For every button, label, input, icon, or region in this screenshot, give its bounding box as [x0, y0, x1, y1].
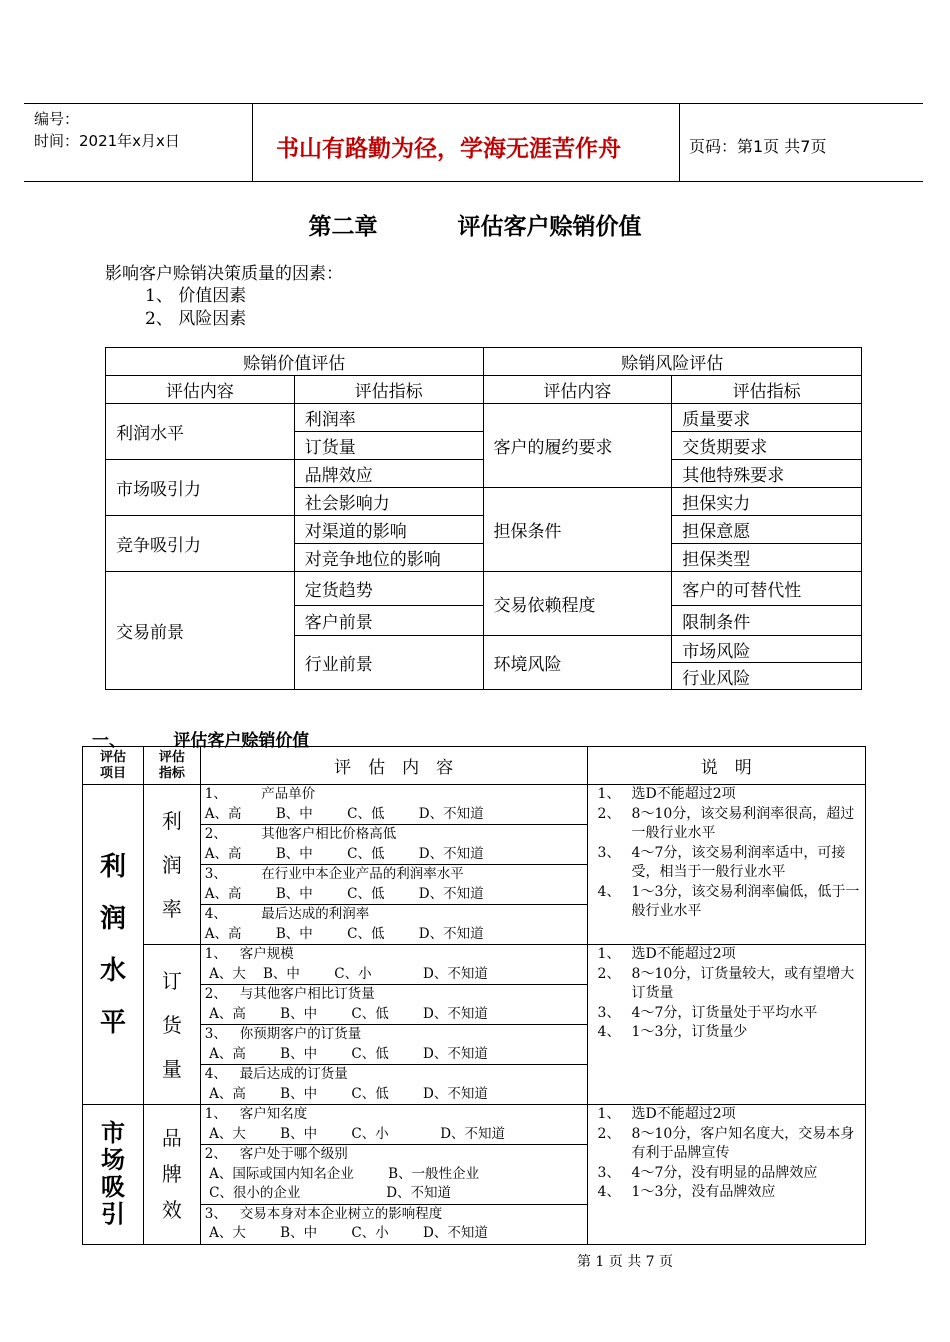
list-item — [201, 785, 587, 825]
col-header-notes: 说 明 — [587, 747, 865, 785]
section-heading: 一、 评估客户赊销价值 — [92, 731, 310, 751]
note-text: 4～7分，该交易利润率适中，可接受，相当于一般行业水平 — [631, 844, 846, 880]
list-item — [592, 1023, 861, 1043]
answer-options: A、高 B、中 C、低 D、不知道 — [204, 1085, 488, 1102]
chapter-title: 第二章 评估客户赊销价值 — [308, 213, 642, 240]
list-item — [592, 883, 861, 922]
header-top-rule — [24, 103, 923, 104]
table-cell: 竞争吸引力 — [106, 516, 295, 572]
note-text: 选D不能超过2项 — [631, 1106, 736, 1122]
answer-options: A、大 B、中 C、小 D、不知道 — [204, 965, 488, 982]
table-cell: 质量要求 — [672, 404, 862, 432]
group-header-risk: 赊销风险评估 — [483, 348, 862, 376]
header-divider-right — [679, 103, 680, 181]
item-market-attraction: 市 场 吸 引 — [83, 1105, 144, 1245]
list-item — [201, 1205, 587, 1244]
note-number: 1、 — [597, 786, 621, 802]
note-number: 2、 — [597, 805, 621, 822]
table-cell: 担保意愿 — [672, 516, 862, 544]
list-item — [592, 1164, 861, 1184]
table-cell: 担保类型 — [672, 544, 862, 572]
question-list — [201, 1105, 587, 1244]
table-cell: 交易依赖程度 — [483, 572, 672, 636]
note-number: 1、 — [597, 1106, 621, 1122]
answer-options: A、高 B、中 C、低 D、不知道 — [204, 1045, 488, 1062]
note-number: 2、 — [597, 965, 621, 982]
list-item — [201, 1145, 587, 1205]
note-text: 4～7分，没有明显的品牌效应 — [631, 1164, 818, 1181]
list-item — [592, 1105, 861, 1125]
list-item — [201, 945, 587, 985]
answer-options: A、高 B、中 C、低 D、不知道 — [204, 885, 484, 902]
table-cell: 品牌效应 — [294, 460, 483, 488]
note-number: 3、 — [597, 1004, 621, 1021]
question-text: 1、 客户知名度 — [204, 1106, 308, 1122]
indicator-brand-effect: 品 牌 效 — [143, 1105, 200, 1245]
list-item — [592, 965, 861, 1004]
notes-list — [588, 945, 865, 1043]
list-item — [592, 1004, 861, 1024]
list-item — [592, 785, 861, 805]
header-slogan: 书山有路勤为径，学海无涯苦作舟 — [276, 136, 621, 162]
col-header-content: 评 估 内 容 — [200, 747, 587, 785]
list-item — [201, 1025, 587, 1065]
list-item — [592, 844, 861, 883]
list-item — [201, 825, 587, 865]
note-text: 1～3分，该交易利润率偏低，低于一般行业水平 — [631, 883, 860, 919]
table-cell: 客户前景 — [294, 606, 483, 636]
question-text: 2、 客户处于哪个级别 — [204, 1146, 348, 1162]
table-cell: 对竞争地位的影响 — [294, 544, 483, 572]
col-header-item: 评估 项目 — [83, 747, 144, 785]
table-cell: 市场吸引力 — [106, 460, 295, 516]
question-text: 2、 与其他客户相比订货量 — [204, 986, 375, 1002]
list-item — [201, 1105, 587, 1145]
question-text: 1、 客户规模 — [204, 946, 294, 962]
note-number: 3、 — [597, 1164, 621, 1181]
table-cell: 担保实力 — [672, 488, 862, 516]
list-item — [201, 905, 587, 944]
notes-list — [588, 785, 865, 922]
header-divider-left — [252, 103, 253, 181]
note-number: 2、 — [597, 1125, 621, 1142]
note-text: 8～10分，该交易利润率很高，超过一般行业水平 — [631, 805, 855, 841]
answer-options: A、国际或国内知名企业 B、一般性企业 C、很小的企业 D、不知道 — [209, 1165, 480, 1201]
table-cell: 定货趋势 — [294, 572, 483, 606]
list-item — [592, 945, 861, 965]
answer-options: A、大 B、中 C、小 D、不知道 — [204, 1225, 488, 1241]
table-cell: 环境风险 — [483, 636, 672, 690]
answer-options: A、高 B、中 C、低 D、不知道 — [204, 805, 484, 822]
note-text: 4～7分，订货量处于平均水平 — [631, 1004, 818, 1021]
list-item — [592, 1125, 861, 1164]
list-item — [201, 985, 587, 1025]
list-item — [201, 1065, 587, 1104]
notes-list — [588, 1105, 865, 1203]
question-text: 3、 交易本身对本企业树立的影响程度 — [204, 1205, 443, 1222]
table-cell: 交货期要求 — [672, 432, 862, 460]
credit-evaluation-overview-table — [105, 347, 862, 690]
table-cell: 利润率 — [294, 404, 483, 432]
note-number: 4、 — [597, 1184, 621, 1200]
question-list — [201, 785, 587, 944]
note-text: 1～3分，订货量少 — [631, 1024, 748, 1040]
col-header-indicator: 评估 指标 — [143, 747, 200, 785]
note-text: 1～3分，没有品牌效应 — [631, 1184, 776, 1200]
header-page-info: 页码：第1页 共7页 — [689, 137, 827, 156]
table-cell: 客户的可替代性 — [672, 572, 862, 606]
header-bottom-rule — [24, 181, 923, 182]
question-text: 3、 你预期客户的订货量 — [204, 1026, 362, 1042]
table-cell: 对渠道的影响 — [294, 516, 483, 544]
note-text: 8～10分，客户知名度大，交易本身有利于品牌宣传 — [631, 1125, 855, 1161]
table-cell: 市场风险 — [672, 636, 862, 663]
note-number: 4、 — [597, 883, 621, 900]
table-cell: 交易前景 — [106, 572, 295, 690]
question-text: 4、 最后达成的订货量 — [204, 1066, 348, 1082]
page-footer: 第 1 页 共 7 页 — [576, 1254, 674, 1270]
answer-options: A、高 B、中 C、低 D、不知道 — [204, 925, 484, 942]
question-text: 1、 产品单价 — [204, 786, 316, 802]
note-text: 选D不能超过2项 — [631, 786, 736, 802]
table-cell: 担保条件 — [483, 488, 672, 572]
intro-lead: 影响客户赊销决策质量的因素： — [105, 264, 343, 284]
answer-options: A、高 B、中 C、低 D、不知道 — [204, 845, 484, 862]
note-text: 选D不能超过2项 — [631, 946, 736, 962]
question-list — [201, 945, 587, 1104]
table-cell: 客户的履约要求 — [483, 404, 672, 488]
indicator-profit-rate: 利 润 率 — [143, 785, 200, 945]
table-cell: 行业前景 — [294, 636, 483, 690]
col-header: 评估指标 — [672, 376, 862, 404]
col-header: 评估内容 — [106, 376, 295, 404]
list-item — [592, 805, 861, 844]
table-cell: 订货量 — [294, 432, 483, 460]
document-date: 时间：2021年x月x日 — [34, 132, 180, 150]
table-cell: 利润水平 — [106, 404, 295, 460]
note-number: 4、 — [597, 1024, 621, 1040]
list-item — [201, 865, 587, 905]
intro-item-1: 1、 价值因素 — [145, 286, 247, 306]
document-number-label: 编号： — [34, 110, 80, 128]
note-number: 3、 — [597, 844, 621, 861]
question-text: 3、 在行业中本企业产品的利润率水平 — [204, 866, 464, 882]
col-header: 评估内容 — [483, 376, 672, 404]
note-text: 8～10分，订货量较大，或有望增大订货量 — [631, 965, 855, 1001]
table-cell: 社会影响力 — [294, 488, 483, 516]
table-cell: 行业风险 — [672, 663, 862, 690]
answer-options: A、高 B、中 C、低 D、不知道 — [204, 1005, 488, 1022]
question-text: 4、 最后达成的利润率 — [204, 906, 370, 922]
table-cell: 其他特殊要求 — [672, 460, 862, 488]
intro-item-2: 2、 风险因素 — [145, 309, 247, 329]
question-text: 2、 其他客户相比价格高低 — [204, 826, 397, 842]
answer-options: A、大 B、中 C、小 D、不知道 — [204, 1125, 506, 1142]
table-cell: 限制条件 — [672, 606, 862, 636]
note-number: 1、 — [597, 946, 621, 962]
item-profit-level: 利 润 水 平 — [83, 785, 144, 1105]
list-item — [592, 1183, 861, 1203]
col-header: 评估指标 — [294, 376, 483, 404]
indicator-order-volume: 订 货 量 — [143, 945, 200, 1105]
credit-value-scoring-table — [82, 746, 866, 1245]
group-header-value: 赊销价值评估 — [106, 348, 484, 376]
